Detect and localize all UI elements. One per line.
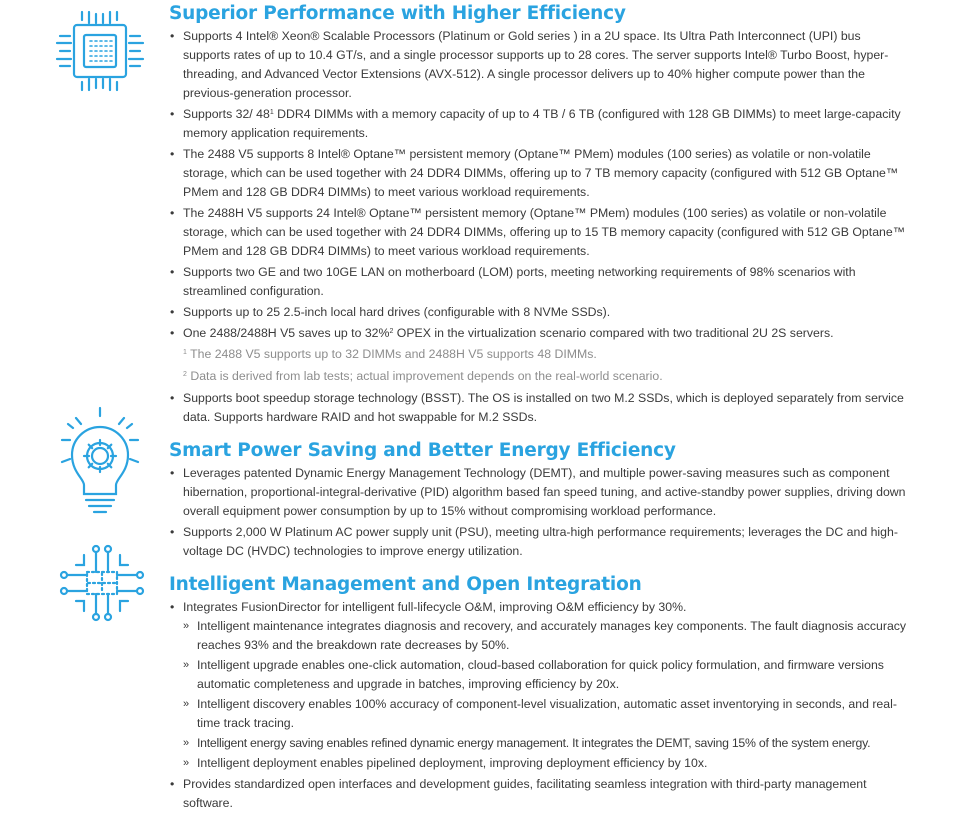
list-item: • Supports two GE and two 10GE LAN on motherboard (LOM) ports, meeting networking requirements of 98% scenarios with streamlined configuration. (169, 263, 909, 301)
management-list (169, 598, 909, 815)
list-item: • Integrates FusionDirector for intelligent full-lifecycle O&M, improving O&M efficiency by 30%. » Intelligent maintenance integrates diagnosis and recovery, and accurately manages key components. The fault diagnosis accuracy reaches 93% and the breakdown rate decreases by 50%. » Intelligent upgrade enables one-click automation, cloud-based collaboration for quick policy formulation, and firmware versions automatic completeness and upgrade in batches, improving efficiency by 20x. » Intelligent discovery enables 100% accuracy of component-level visualization, automatic asset inventorying in seconds, and real-time track tracing. » Intelligent energy saving enables refined dynamic energy management. It integrates the DEMT, saving 15% of the system energy. » Intelligent deployment enables pipelined deployment, improving deployment efficiency by 10x. (169, 598, 909, 773)
list-item: • The 2488H V5 supports 24 Intel® Optane™ persistent memory (Optane™ PMem) modules (100 series) as volatile or non-volatile storage, which can be used together with 24 DDR4 DIMMs, offering up to 15 TB memory capacity (configured with 512 GB Optane™ PMem and 128 GB DDR4 DIMMs) to meet various workload requirements. (169, 204, 909, 261)
list-item: • Supports boot speedup storage technology (BSST). The OS is installed on two M.2 SSDs, which is deployed separately from service data. Supports hardware RAID and hot swappable for M.2 SSDs. (169, 389, 909, 427)
section-title-performance: Superior Performance with Higher Efficiency (169, 3, 626, 24)
sub-list-item: » Intelligent discovery enables 100% accuracy of component-level visualization, automatic asset inventorying in seconds, and real-time track tracing. (183, 695, 909, 733)
list-item: • Supports 2,000 W Platinum AC power supply unit (PSU), meeting ultra-high performance requirements; leverages the DC and high-voltage DC (HVDC) technologies to improve energy utilization. (169, 523, 909, 561)
cpu-chip-icon (52, 8, 148, 94)
sub-list-item: » Intelligent upgrade enables one-click automation, cloud-based collaboration for quick policy formulation, and firmware versions automatic completeness and upgrade in batches, improving efficiency by 20x. (183, 656, 909, 694)
list-item: • Supports up to 25 2.5-inch local hard drives (configurable with 8 NVMe SSDs). (169, 303, 909, 322)
sub-list-item: » Intelligent maintenance integrates diagnosis and recovery, and accurately manages key components. The fault diagnosis accuracy reaches 93% and the breakdown rate decreases by 50%. (183, 617, 909, 655)
footnote: $^2$ Data is derived from lab tests; actual improvement depends on the real-world scenario. (183, 369, 663, 383)
lightbulb-gear-icon (54, 404, 146, 516)
section-title-power: Smart Power Saving and Better Energy Efficiency (169, 440, 676, 461)
footnote: $^1$ The 2488 V5 supports up to 32 DIMMs and 2488H V5 supports 48 DIMMs. (183, 347, 597, 361)
section-title-management: Intelligent Management and Open Integration (169, 574, 642, 595)
sub-list-item: » Intelligent deployment enables pipelined deployment, improving deployment efficiency by 10x. (183, 754, 909, 773)
performance-list (169, 27, 909, 429)
power-list (169, 464, 909, 563)
list-item: • Leverages patented Dynamic Energy Management Technology (DEMT), and multiple power-saving measures such as component hibernation, proportional-integral-derivative (PID) algorithm based fan speed tuning, and active-standby power supplies, driving down overall equipment power consumption by up to 15% without compromising workload performance. (169, 464, 909, 521)
list-item: • Provides standardized open interfaces and development guides, facilitating seamless integration with third-party management software. (169, 775, 909, 813)
list-item: • One 2488/2488H V5 saves up to 32%$^2$ OPEX in the virtualization scenario compared with two traditional 2U 2S servers. (169, 324, 909, 343)
footnote-ref: 2 (389, 328, 394, 335)
list-item: • Supports 4 Intel® Xeon® Scalable Processors (Platinum or Gold series ) in a 2U space. Its Ultra Path Interconnect (UPI) bus supports rates of up to 10.4 GT/s, and a single processor supports up to 28 cores. The server supports Intel® Turbo Boost, hyper-threading, and Advanced Vector Extensions (AVX-512). A single processor delivers up to 40% higher compute power than the previous-generation processor. (169, 27, 909, 103)
sub-list-item: » Intelligent energy saving enables refined dynamic energy management. It integrates the DEMT, saving 15% of the system energy. (183, 734, 909, 753)
list-item: • The 2488 V5 supports 8 Intel® Optane™ persistent memory (Optane™ PMem) modules (100 series) as volatile or non-volatile storage, which can be used together with 24 DDR4 DIMMs, offering up to 7 TB memory capacity (configured with 512 GB Optane™ PMem and 128 GB DDR4 DIMMs) to meet various workload requirements. (169, 145, 909, 202)
sub-list (183, 617, 909, 773)
circuit-network-icon (58, 543, 146, 623)
footnote-ref: 1 (269, 109, 274, 116)
list-item: • Supports 32/ $48^1$ DDR4 DIMMs with a memory capacity of up to 4 TB / 6 TB (configured with 128 GB DIMMs) to meet large-capacity memory application requirements. (169, 105, 909, 143)
